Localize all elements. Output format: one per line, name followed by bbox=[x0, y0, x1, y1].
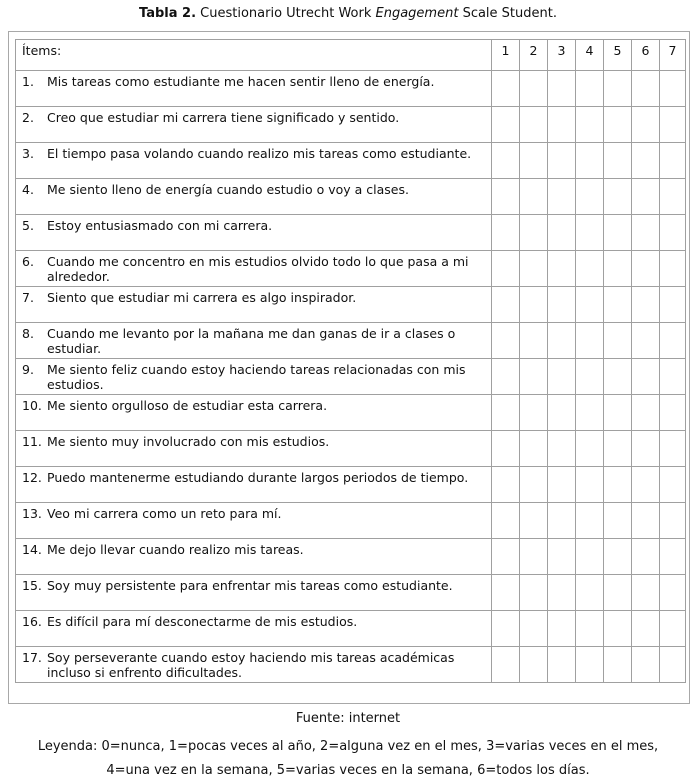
header-row bbox=[16, 40, 686, 71]
response-cell-6 bbox=[632, 215, 660, 251]
response-cell-6 bbox=[632, 251, 660, 287]
item-cell bbox=[16, 467, 492, 503]
response-cell-7 bbox=[660, 575, 686, 611]
table-row bbox=[16, 143, 686, 179]
response-cell-4 bbox=[576, 395, 604, 431]
response-cell-6 bbox=[632, 71, 660, 107]
item-number: 11. bbox=[22, 434, 42, 449]
response-cell-7 bbox=[660, 467, 686, 503]
scale-header-2: 2 bbox=[520, 40, 548, 71]
legend-line-1: Leyenda: 0=nunca, 1=pocas veces al año, 2=alguna vez en el mes, 3=varias veces en el mes, bbox=[37, 739, 659, 754]
response-cell-7 bbox=[660, 611, 686, 647]
response-cell-7 bbox=[660, 647, 686, 683]
response-cell-3 bbox=[548, 359, 576, 395]
item-content bbox=[22, 542, 487, 557]
response-cell-1 bbox=[492, 359, 520, 395]
response-cell-3 bbox=[548, 143, 576, 179]
response-cell-6 bbox=[632, 647, 660, 683]
response-cell-3 bbox=[548, 431, 576, 467]
table-row bbox=[16, 647, 686, 683]
response-cell-2 bbox=[520, 647, 548, 683]
response-cell-2 bbox=[520, 539, 548, 575]
response-cell-5 bbox=[604, 251, 632, 287]
response-cell-1 bbox=[492, 251, 520, 287]
table-row bbox=[16, 179, 686, 215]
response-cell-2 bbox=[520, 359, 548, 395]
response-cell-6 bbox=[632, 143, 660, 179]
response-cell-3 bbox=[548, 179, 576, 215]
item-content bbox=[22, 290, 487, 305]
table-row bbox=[16, 287, 686, 323]
item-number: 16. bbox=[22, 614, 42, 629]
items-header: Ítems: bbox=[16, 40, 492, 71]
table-row bbox=[16, 359, 686, 395]
response-cell-5 bbox=[604, 539, 632, 575]
response-cell-2 bbox=[520, 215, 548, 251]
response-cell-3 bbox=[548, 215, 576, 251]
response-cell-6 bbox=[632, 323, 660, 359]
response-cell-2 bbox=[520, 107, 548, 143]
response-cell-4 bbox=[576, 359, 604, 395]
item-content bbox=[22, 254, 487, 284]
item-text: Puedo mantenerme estudiando durante largos periodos de tiempo. bbox=[47, 470, 469, 485]
response-cell-6 bbox=[632, 359, 660, 395]
response-cell-2 bbox=[520, 503, 548, 539]
item-cell bbox=[16, 71, 492, 107]
item-text: Soy perseverante cuando estoy haciendo mis tareas académicas incluso si enfrento dificultades. bbox=[47, 650, 455, 680]
response-cell-7 bbox=[660, 107, 686, 143]
questionnaire-table bbox=[15, 39, 686, 683]
item-cell bbox=[16, 251, 492, 287]
response-cell-7 bbox=[660, 143, 686, 179]
item-content bbox=[22, 614, 487, 629]
item-content bbox=[22, 506, 487, 521]
table-row bbox=[16, 431, 686, 467]
item-cell bbox=[16, 395, 492, 431]
item-content bbox=[22, 578, 487, 593]
item-text: Creo que estudiar mi carrera tiene significado y sentido. bbox=[47, 110, 400, 125]
response-cell-2 bbox=[520, 143, 548, 179]
response-cell-4 bbox=[576, 503, 604, 539]
item-number: 12. bbox=[22, 470, 42, 485]
response-cell-3 bbox=[548, 287, 576, 323]
response-cell-6 bbox=[632, 611, 660, 647]
response-cell-5 bbox=[604, 395, 632, 431]
scale-header-6: 6 bbox=[632, 40, 660, 71]
response-cell-1 bbox=[492, 503, 520, 539]
caption-text-before: Cuestionario Utrecht Work bbox=[200, 6, 372, 21]
response-cell-4 bbox=[576, 287, 604, 323]
response-cell-1 bbox=[492, 107, 520, 143]
item-number: 10. bbox=[22, 398, 42, 413]
item-text: Cuando me levanto por la mañana me dan ganas de ir a clases o estudiar. bbox=[47, 326, 456, 356]
item-number: 6. bbox=[22, 254, 34, 269]
response-cell-6 bbox=[632, 575, 660, 611]
response-cell-5 bbox=[604, 107, 632, 143]
response-cell-7 bbox=[660, 323, 686, 359]
item-number: 5. bbox=[22, 218, 34, 233]
item-number: 13. bbox=[22, 506, 42, 521]
item-content bbox=[22, 650, 487, 680]
response-cell-5 bbox=[604, 431, 632, 467]
item-text: Veo mi carrera como un reto para mí. bbox=[47, 506, 282, 521]
item-text: Me siento orgulloso de estudiar esta carrera. bbox=[47, 398, 328, 413]
response-cell-7 bbox=[660, 251, 686, 287]
response-cell-4 bbox=[576, 611, 604, 647]
item-number: 1. bbox=[22, 74, 34, 89]
response-cell-5 bbox=[604, 647, 632, 683]
item-cell bbox=[16, 215, 492, 251]
item-cell bbox=[16, 359, 492, 395]
response-cell-7 bbox=[660, 287, 686, 323]
caption-label: Tabla 2. bbox=[139, 6, 197, 21]
item-text: Cuando me concentro en mis estudios olvido todo lo que pasa a mi alrededor. bbox=[47, 254, 469, 284]
response-cell-2 bbox=[520, 287, 548, 323]
response-cell-4 bbox=[576, 575, 604, 611]
response-cell-4 bbox=[576, 323, 604, 359]
table-row bbox=[16, 107, 686, 143]
response-cell-1 bbox=[492, 287, 520, 323]
table-caption bbox=[0, 5, 696, 23]
item-cell bbox=[16, 539, 492, 575]
response-cell-5 bbox=[604, 575, 632, 611]
response-cell-2 bbox=[520, 467, 548, 503]
response-cell-4 bbox=[576, 431, 604, 467]
caption-text-after: Scale Student. bbox=[462, 6, 557, 21]
response-cell-1 bbox=[492, 323, 520, 359]
item-content bbox=[22, 182, 487, 197]
item-cell bbox=[16, 503, 492, 539]
response-cell-2 bbox=[520, 179, 548, 215]
item-cell bbox=[16, 323, 492, 359]
response-cell-1 bbox=[492, 467, 520, 503]
item-text: Mis tareas como estudiante me hacen sentir lleno de energía. bbox=[47, 74, 435, 89]
table-row bbox=[16, 539, 686, 575]
item-cell bbox=[16, 287, 492, 323]
response-cell-1 bbox=[492, 215, 520, 251]
response-cell-5 bbox=[604, 179, 632, 215]
item-number: 7. bbox=[22, 290, 34, 305]
response-cell-6 bbox=[632, 431, 660, 467]
table-row bbox=[16, 215, 686, 251]
scale-header-7: 7 bbox=[660, 40, 686, 71]
response-cell-7 bbox=[660, 179, 686, 215]
response-cell-6 bbox=[632, 395, 660, 431]
item-cell bbox=[16, 179, 492, 215]
item-text: Estoy entusiasmado con mi carrera. bbox=[47, 218, 273, 233]
response-cell-1 bbox=[492, 179, 520, 215]
response-cell-2 bbox=[520, 71, 548, 107]
table-row bbox=[16, 251, 686, 287]
response-cell-1 bbox=[492, 395, 520, 431]
response-cell-1 bbox=[492, 575, 520, 611]
item-text: Me siento lleno de energía cuando estudio o voy a clases. bbox=[47, 182, 409, 197]
item-cell bbox=[16, 611, 492, 647]
response-cell-5 bbox=[604, 467, 632, 503]
table-row bbox=[16, 611, 686, 647]
item-cell bbox=[16, 575, 492, 611]
item-text: Me siento feliz cuando estoy haciendo tareas relacionadas con mis estudios. bbox=[47, 362, 466, 392]
table-row bbox=[16, 503, 686, 539]
response-cell-7 bbox=[660, 431, 686, 467]
response-cell-1 bbox=[492, 143, 520, 179]
item-text: Me siento muy involucrado con mis estudios. bbox=[47, 434, 330, 449]
response-cell-2 bbox=[520, 251, 548, 287]
response-cell-2 bbox=[520, 611, 548, 647]
response-cell-3 bbox=[548, 647, 576, 683]
item-content bbox=[22, 362, 487, 392]
item-text: Me dejo llevar cuando realizo mis tareas. bbox=[47, 542, 304, 557]
scale-header-5: 5 bbox=[604, 40, 632, 71]
response-cell-5 bbox=[604, 323, 632, 359]
item-number: 15. bbox=[22, 578, 42, 593]
response-cell-5 bbox=[604, 287, 632, 323]
response-cell-6 bbox=[632, 539, 660, 575]
response-cell-6 bbox=[632, 287, 660, 323]
item-content bbox=[22, 74, 487, 89]
item-number: 3. bbox=[22, 146, 34, 161]
response-cell-1 bbox=[492, 647, 520, 683]
response-cell-5 bbox=[604, 611, 632, 647]
item-content bbox=[22, 326, 487, 356]
response-cell-4 bbox=[576, 71, 604, 107]
item-content bbox=[22, 110, 487, 125]
response-cell-4 bbox=[576, 467, 604, 503]
item-content bbox=[22, 470, 487, 485]
item-number: 2. bbox=[22, 110, 34, 125]
response-cell-1 bbox=[492, 539, 520, 575]
response-cell-3 bbox=[548, 539, 576, 575]
item-content bbox=[22, 434, 487, 449]
response-cell-4 bbox=[576, 179, 604, 215]
response-cell-6 bbox=[632, 179, 660, 215]
response-cell-3 bbox=[548, 467, 576, 503]
response-cell-4 bbox=[576, 107, 604, 143]
source-note: Fuente: internet bbox=[295, 711, 401, 726]
response-cell-3 bbox=[548, 71, 576, 107]
item-number: 8. bbox=[22, 326, 34, 341]
response-cell-3 bbox=[548, 611, 576, 647]
response-cell-7 bbox=[660, 71, 686, 107]
response-cell-1 bbox=[492, 611, 520, 647]
response-cell-4 bbox=[576, 647, 604, 683]
response-cell-6 bbox=[632, 467, 660, 503]
scale-header-3: 3 bbox=[548, 40, 576, 71]
response-cell-4 bbox=[576, 539, 604, 575]
item-number: 4. bbox=[22, 182, 34, 197]
item-text: Siento que estudiar mi carrera es algo inspirador. bbox=[47, 290, 357, 305]
response-cell-5 bbox=[604, 503, 632, 539]
item-cell bbox=[16, 431, 492, 467]
response-cell-3 bbox=[548, 395, 576, 431]
response-cell-2 bbox=[520, 323, 548, 359]
item-text: Soy muy persistente para enfrentar mis tareas como estudiante. bbox=[47, 578, 453, 593]
response-cell-4 bbox=[576, 143, 604, 179]
table-row bbox=[16, 323, 686, 359]
response-cell-2 bbox=[520, 575, 548, 611]
response-cell-4 bbox=[576, 215, 604, 251]
response-cell-3 bbox=[548, 107, 576, 143]
response-cell-5 bbox=[604, 143, 632, 179]
table-row bbox=[16, 395, 686, 431]
item-content bbox=[22, 218, 487, 233]
response-cell-3 bbox=[548, 575, 576, 611]
item-number: 14. bbox=[22, 542, 42, 557]
response-cell-7 bbox=[660, 215, 686, 251]
response-cell-5 bbox=[604, 215, 632, 251]
table-row bbox=[16, 575, 686, 611]
item-cell bbox=[16, 107, 492, 143]
response-cell-5 bbox=[604, 71, 632, 107]
item-cell bbox=[16, 143, 492, 179]
response-cell-5 bbox=[604, 359, 632, 395]
item-number: 17. bbox=[22, 650, 42, 665]
table-row bbox=[16, 71, 686, 107]
response-cell-7 bbox=[660, 503, 686, 539]
response-cell-6 bbox=[632, 503, 660, 539]
item-number: 9. bbox=[22, 362, 34, 377]
legend bbox=[10, 735, 686, 783]
response-cell-1 bbox=[492, 71, 520, 107]
table-frame bbox=[8, 31, 690, 704]
scale-header-1: 1 bbox=[492, 40, 520, 71]
item-cell bbox=[16, 647, 492, 683]
item-text: El tiempo pasa volando cuando realizo mis tareas como estudiante. bbox=[47, 146, 472, 161]
response-cell-7 bbox=[660, 395, 686, 431]
response-cell-3 bbox=[548, 251, 576, 287]
response-cell-6 bbox=[632, 107, 660, 143]
item-content bbox=[22, 398, 487, 413]
response-cell-3 bbox=[548, 323, 576, 359]
caption-italic: Engagement bbox=[375, 6, 459, 21]
response-cell-2 bbox=[520, 395, 548, 431]
item-content bbox=[22, 146, 487, 161]
table-row bbox=[16, 467, 686, 503]
response-cell-2 bbox=[520, 431, 548, 467]
scale-header-4: 4 bbox=[576, 40, 604, 71]
response-cell-4 bbox=[576, 251, 604, 287]
response-cell-1 bbox=[492, 431, 520, 467]
response-cell-7 bbox=[660, 359, 686, 395]
response-cell-7 bbox=[660, 539, 686, 575]
legend-line-2: 4=una vez en la semana, 5=varias veces en la semana, 6=todos los días. bbox=[106, 763, 590, 778]
item-text: Es difícil para mí desconectarme de mis estudios. bbox=[47, 614, 358, 629]
response-cell-3 bbox=[548, 503, 576, 539]
